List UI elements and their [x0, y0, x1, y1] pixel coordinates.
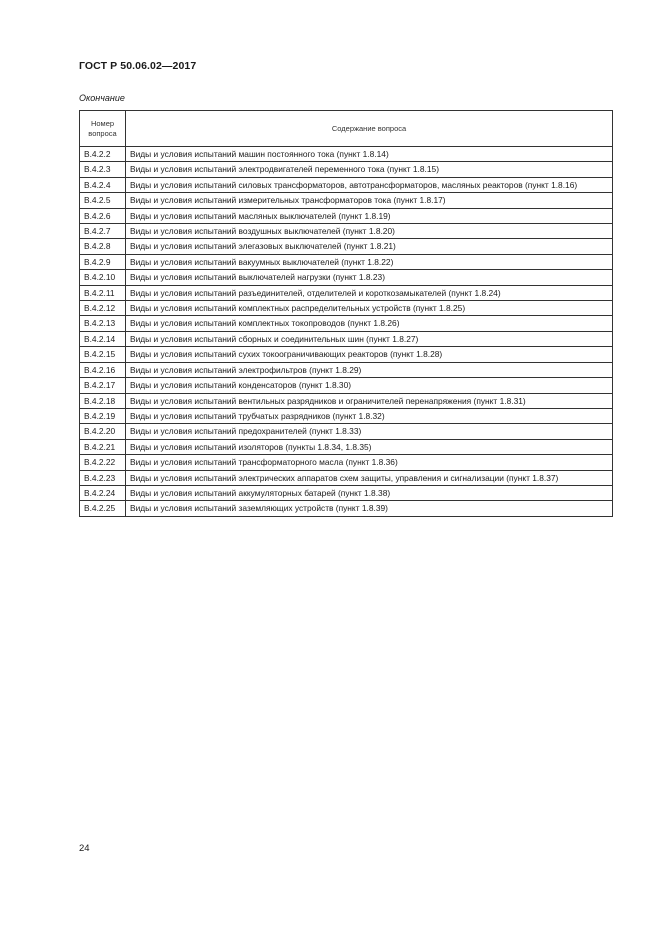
table-row	[80, 208, 613, 223]
table-row	[80, 455, 613, 470]
page-number: 24	[79, 843, 90, 854]
question-content-cell: Виды и условия испытаний измерительных трансформаторов тока (пункт 1.8.17)	[126, 193, 613, 208]
question-content-cell: Виды и условия испытаний выключателей нагрузки (пункт 1.8.23)	[126, 270, 613, 285]
question-content-cell: Виды и условия испытаний предохранителей (пункт 1.8.33)	[126, 424, 613, 439]
question-number-cell: В.4.2.20	[80, 424, 126, 439]
question-number-cell: В.4.2.3	[80, 162, 126, 177]
question-number-cell: В.4.2.13	[80, 316, 126, 331]
question-number-cell: В.4.2.16	[80, 362, 126, 377]
question-content-cell: Виды и условия испытаний машин постоянного тока (пункт 1.8.14)	[126, 147, 613, 162]
column-header-number-line1: Номер	[90, 118, 115, 128]
table-row	[80, 177, 613, 192]
question-number-cell: В.4.2.18	[80, 393, 126, 408]
question-content-cell: Виды и условия испытаний электродвигателей переменного тока (пункт 1.8.15)	[126, 162, 613, 177]
table-row	[80, 162, 613, 177]
table-row	[80, 362, 613, 377]
question-number-cell: В.4.2.23	[80, 470, 126, 485]
question-content-cell: Виды и условия испытаний силовых трансформаторов, автотрансформаторов, масляных реакторов (пункт 1.8.16)	[126, 177, 613, 192]
question-number-cell: В.4.2.2	[80, 147, 126, 162]
question-content-cell: Виды и условия испытаний трансформаторного масла (пункт 1.8.36)	[126, 455, 613, 470]
question-number-cell: В.4.2.25	[80, 501, 126, 516]
table-body	[80, 147, 613, 517]
table-row	[80, 147, 613, 162]
question-number-cell: В.4.2.8	[80, 239, 126, 254]
column-header-content: Содержание вопроса	[126, 111, 613, 147]
question-content-cell: Виды и условия испытаний элегазовых выключателей (пункт 1.8.21)	[126, 239, 613, 254]
table-row	[80, 393, 613, 408]
table-row	[80, 439, 613, 454]
question-content-cell: Виды и условия испытаний сухих токоограничивающих реакторов (пункт 1.8.28)	[126, 347, 613, 362]
question-content-cell: Виды и условия испытаний конденсаторов (пункт 1.8.30)	[126, 378, 613, 393]
table-row	[80, 224, 613, 239]
table-row	[80, 424, 613, 439]
question-number-cell: В.4.2.6	[80, 208, 126, 223]
question-content-cell: Виды и условия испытаний масляных выключателей (пункт 1.8.19)	[126, 208, 613, 223]
table-row	[80, 301, 613, 316]
table-row	[80, 239, 613, 254]
continuation-label: Окончание	[79, 93, 125, 103]
table-row	[80, 270, 613, 285]
question-content-cell: Виды и условия испытаний вакуумных выключателей (пункт 1.8.22)	[126, 254, 613, 269]
table-row	[80, 501, 613, 516]
question-content-cell: Виды и условия испытаний комплектных токопроводов (пункт 1.8.26)	[126, 316, 613, 331]
table-row	[80, 347, 613, 362]
table-row	[80, 470, 613, 485]
question-content-cell: Виды и условия испытаний электрических аппаратов схем защиты, управления и сигнализации (пункт 1.8.37)	[126, 470, 613, 485]
column-header-number-line2: вопроса	[88, 128, 117, 138]
questions-table	[79, 110, 613, 517]
question-number-cell: В.4.2.22	[80, 455, 126, 470]
question-content-cell: Виды и условия испытаний воздушных выключателей (пункт 1.8.20)	[126, 224, 613, 239]
question-content-cell: Виды и условия испытаний разъединителей, отделителей и короткозамыкателей (пункт 1.8.24)	[126, 285, 613, 300]
question-number-cell: В.4.2.5	[80, 193, 126, 208]
question-number-cell: В.4.2.12	[80, 301, 126, 316]
question-content-cell: Виды и условия испытаний сборных и соединительных шин (пункт 1.8.27)	[126, 331, 613, 346]
question-content-cell: Виды и условия испытаний комплектных распределительных устройств (пункт 1.8.25)	[126, 301, 613, 316]
table-row	[80, 408, 613, 423]
table-row	[80, 285, 613, 300]
question-number-cell: В.4.2.10	[80, 270, 126, 285]
question-content-cell: Виды и условия испытаний трубчатых разрядников (пункт 1.8.32)	[126, 408, 613, 423]
question-number-cell: В.4.2.17	[80, 378, 126, 393]
table-header-row	[80, 111, 613, 147]
table-row	[80, 331, 613, 346]
document-id: ГОСТ Р 50.06.02—2017	[79, 60, 197, 72]
question-number-cell: В.4.2.21	[80, 439, 126, 454]
question-content-cell: Виды и условия испытаний аккумуляторных батарей (пункт 1.8.38)	[126, 485, 613, 500]
question-content-cell: Виды и условия испытаний изоляторов (пункты 1.8.34, 1.8.35)	[126, 439, 613, 454]
table-row	[80, 316, 613, 331]
question-number-cell: В.4.2.9	[80, 254, 126, 269]
table-row	[80, 254, 613, 269]
question-number-cell: В.4.2.4	[80, 177, 126, 192]
question-number-cell: В.4.2.11	[80, 285, 126, 300]
question-content-cell: Виды и условия испытаний заземляющих устройств (пункт 1.8.39)	[126, 501, 613, 516]
column-header-number	[80, 111, 126, 147]
question-number-cell: В.4.2.24	[80, 485, 126, 500]
question-number-cell: В.4.2.7	[80, 224, 126, 239]
question-number-cell: В.4.2.19	[80, 408, 126, 423]
table-row	[80, 485, 613, 500]
question-content-cell: Виды и условия испытаний вентильных разрядников и ограничителей перенапряжения (пункт 1.8.31)	[126, 393, 613, 408]
table-row	[80, 193, 613, 208]
question-content-cell: Виды и условия испытаний электрофильтров (пункт 1.8.29)	[126, 362, 613, 377]
question-number-cell: В.4.2.14	[80, 331, 126, 346]
table-row	[80, 378, 613, 393]
question-number-cell: В.4.2.15	[80, 347, 126, 362]
